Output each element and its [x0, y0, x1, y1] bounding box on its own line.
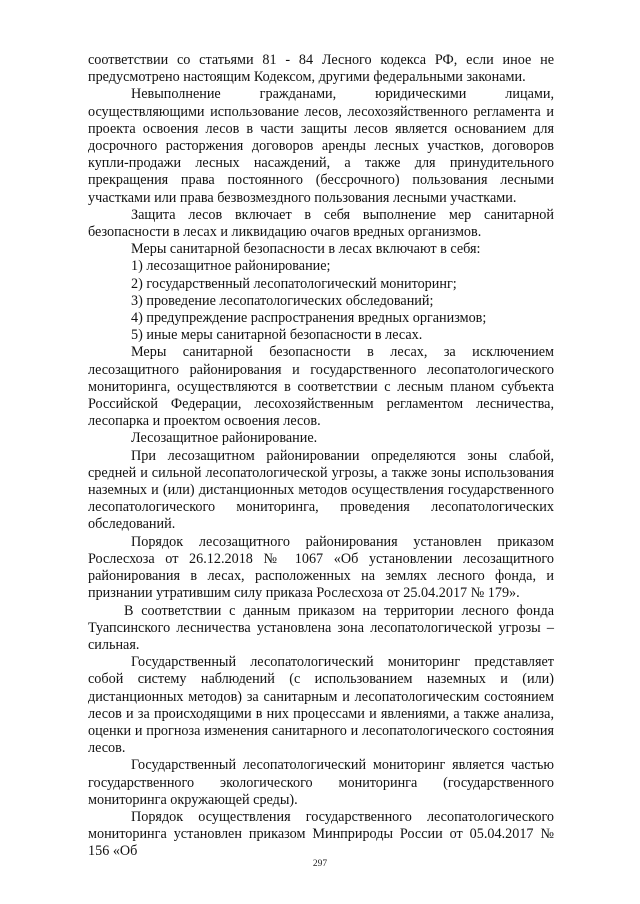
paragraph-noncompliance: Невыполнение гражданами, юридическими лицами, осуществляющими использование лесов, лесохозяйственного регламента и проекта освоения лесов в части защиты лесов является основанием для досрочного расторжения договоров аренды лесных участков, договоров купли-продажи лесных насаждений, а также для принудительного прекращения права постоянного (бессрочного) пользования лесными участками или права безвозмездного пользования лесными участками.: [88, 86, 554, 206]
list-item-3: 3) проведение лесопатологических обследований;: [131, 292, 434, 309]
paragraph-zoning-order: Порядок лесозащитного районирования установлен приказом Рослесхоза от 26.12.2018 № 1067 «Об установлении лесозащитного районирования в лесах, расположенных на землях лесного фонда, и признании утратившим силу приказа Рослесхоза от 25.04.2017 № 179».: [88, 533, 554, 602]
paragraph-forest-protection: Защита лесов включает в себя выполнение мер санитарной безопасности в лесах и ликвидацию очагов вредных организмов.: [88, 206, 554, 241]
paragraph-monitoring-definition: Государственный лесопатологический мониторинг представляет собой систему наблюдений (с использованием наземных и (или) дистанционных методов) за санитарным и лесопатологическим состоянием лесов и за происходящими в них процессами и явлениями, а также анализа, оценки и прогноза изменения санитарного и лесопатологического состояния лесов.: [88, 654, 554, 757]
list-item-2: 2) государственный лесопатологический мониторинг;: [131, 275, 457, 292]
page-number: 297: [312, 859, 328, 869]
paragraph-monitoring-part: Государственный лесопатологический мониторинг является частью государственного экологического мониторинга (государственного мониторинга окружающей среды).: [88, 757, 554, 808]
document-body: [88, 52, 554, 861]
list-item-1: 1) лесозащитное районирование;: [131, 258, 331, 275]
paragraph-measures-exception: Меры санитарной безопасности в лесах, за исключением лесозащитного районирования и государственного лесопатологического мониторинга, осуществляются в соответствии с лесным планом субъекта Российской Федерации, лесохозяйственным регламентом лесничества, лесопарка и проектом освоения лесов.: [88, 344, 554, 430]
paragraph-continuation: соответствии со статьями 81 - 84 Лесного кодекса РФ, если иное не предусмотрено настоящим Кодексом, другими федеральными законами.: [88, 52, 554, 86]
list-item-4: 4) предупреждение распространения вредных организмов;: [131, 310, 487, 327]
paragraph-sanitary-measures-intro: Меры санитарной безопасности в лесах включают в себя:: [131, 241, 481, 258]
paragraph-zoning-zones: При лесозащитном районировании определяются зоны слабой, средней и сильной лесопатологической угрозы, а также зоны использования наземных и (или) дистанционных методов осуществления государственного лесопатологического мониторинга, проведения лесопатологических обследований.: [88, 447, 554, 533]
section-heading-zoning: Лесозащитное районирование.: [131, 430, 318, 447]
list-item-5: 5) иные меры санитарной безопасности в лесах.: [131, 327, 423, 344]
paragraph-tuapse-zone: В соответствии с данным приказом на территории лесного фонда Туапсинского лесничества установлена зона лесопатологической угрозы – сильная.: [88, 602, 554, 653]
paragraph-monitoring-order: Порядок осуществления государственного лесопатологического мониторинга установлен приказом Минприроды России от 05.04.2017 № 156 «Об: [88, 808, 554, 860]
